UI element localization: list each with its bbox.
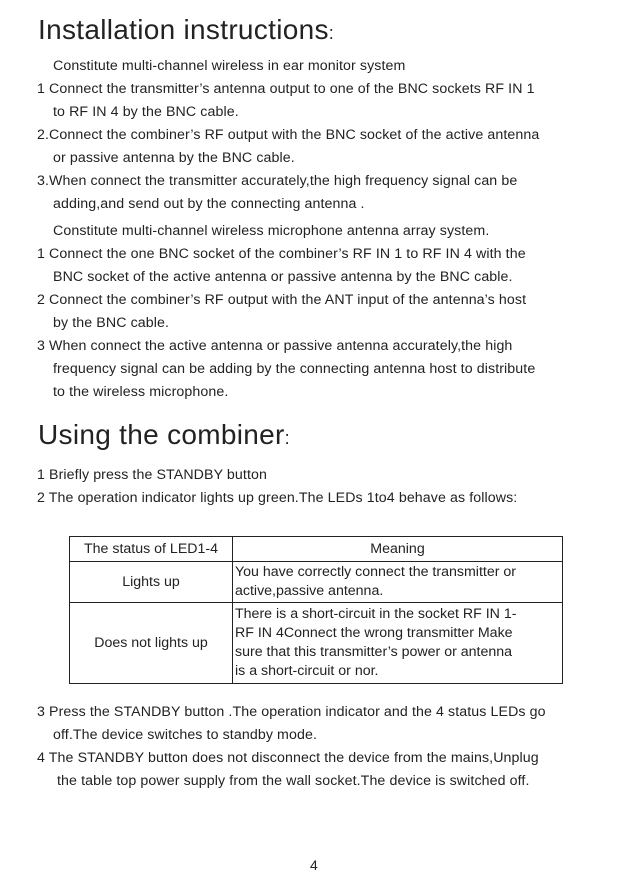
combiner-step: 2 The operation indicator lights up green.The LEDs 1to4 behave as follows:: [37, 490, 518, 506]
meaning-line: active,passive antenna.: [235, 583, 384, 599]
combiner-heading-colon: :: [284, 428, 290, 448]
combiner-step: off.The device switches to standby mode.: [53, 727, 317, 743]
table-cell-meaning: [233, 562, 563, 603]
meaning-line: RF IN 4Connect the wrong transmitter Make: [235, 625, 513, 641]
table-header-row: [70, 537, 563, 562]
installation-line: 2 Connect the combiner’s RF output with the ANT input of the antenna’s host: [37, 292, 527, 308]
installation-line: frequency signal can be adding by the connecting antenna host to distribute: [53, 361, 536, 377]
installation-line: to RF IN 4 by the BNC cable.: [53, 104, 239, 120]
combiner-heading: [38, 419, 290, 451]
installation-heading-colon: :: [328, 23, 335, 43]
combiner-step: 1 Briefly press the STANDBY button: [37, 467, 267, 483]
meaning-line: sure that this transmitter’s power or antenna: [235, 644, 513, 660]
installation-line: to the wireless microphone.: [53, 384, 229, 400]
installation-line: adding,and send out by the connecting antenna .: [53, 196, 365, 212]
installation-line: or passive antenna by the BNC cable.: [53, 150, 295, 166]
combiner-step: the table top power supply from the wall socket.The device is switched off.: [57, 773, 530, 789]
table-row: [70, 603, 563, 684]
installation-line: Constitute multi-channel wireless in ear monitor system: [53, 58, 406, 74]
led-status-table: [69, 536, 563, 684]
installation-line: Constitute multi-channel wireless microphone antenna array system.: [53, 223, 490, 239]
table-cell-meaning: [233, 603, 563, 684]
table-header-meaning: Meaning: [233, 537, 563, 562]
page-number: 4: [310, 857, 318, 873]
combiner-step: 3 Press the STANDBY button .The operation indicator and the 4 status LEDs go: [37, 704, 546, 720]
installation-line: 3.When connect the transmitter accurately,the high frequency signal can be: [37, 173, 518, 189]
installation-line: 1 Connect the transmitter’s antenna output to one of the BNC sockets RF IN 1: [37, 81, 535, 97]
installation-heading: [38, 14, 334, 46]
installation-line: 3 When connect the active antenna or passive antenna accurately,the high: [37, 338, 513, 354]
combiner-heading-text: Using the combiner: [38, 419, 285, 450]
meaning-line: You have correctly connect the transmitter or: [235, 564, 516, 580]
installation-line: 2.Connect the combiner’s RF output with the BNC socket of the active antenna: [37, 127, 540, 143]
installation-line: 1 Connect the one BNC socket of the combiner’s RF IN 1 to RF IN 4 with the: [37, 246, 526, 262]
installation-line: by the BNC cable.: [53, 315, 170, 331]
installation-heading-text: Installation instructions: [38, 14, 329, 45]
table-row: [70, 562, 563, 603]
meaning-line: is a short-circuit or nor.: [235, 663, 379, 679]
table-cell-status: Does not lights up: [70, 603, 233, 684]
table-cell-status: Lights up: [70, 562, 233, 603]
meaning-line: There is a short-circuit in the socket RF IN 1-: [235, 606, 517, 622]
combiner-step: 4 The STANDBY button does not disconnect the device from the mains,Unplug: [37, 750, 539, 766]
table-header-status: The status of LED1-4: [70, 537, 233, 562]
installation-line: BNC socket of the active antenna or passive antenna by the BNC cable.: [53, 269, 513, 285]
